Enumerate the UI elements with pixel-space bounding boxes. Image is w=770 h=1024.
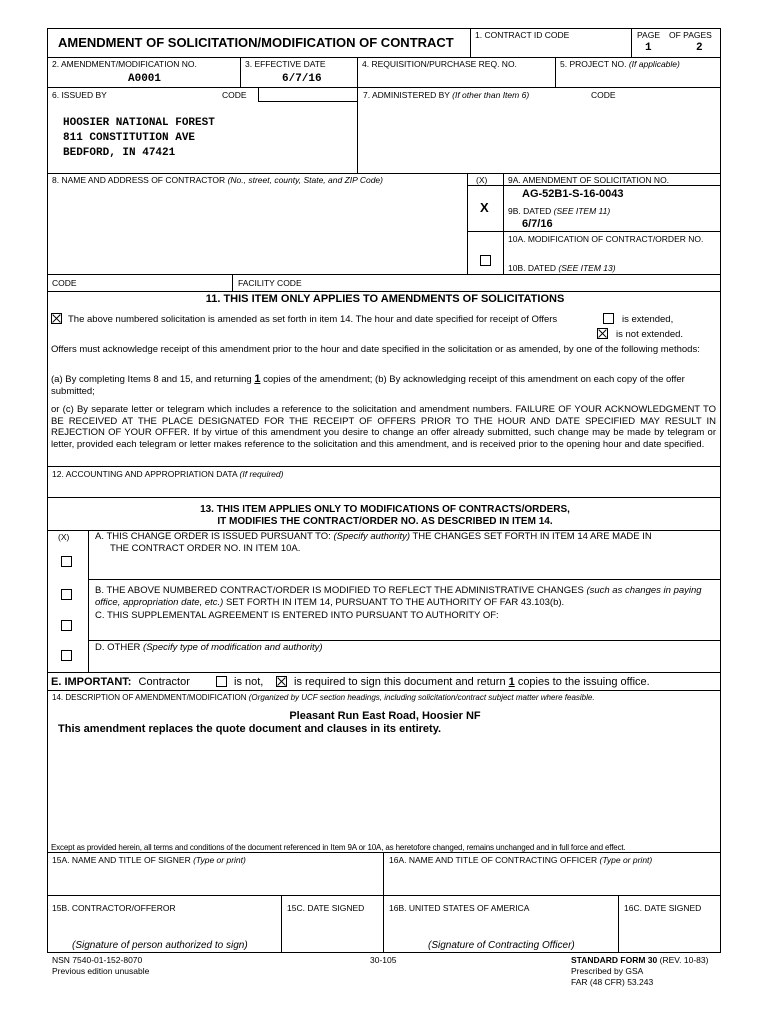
dated-9b-label: 9B. DATED (SEE ITEM 11) [508, 206, 611, 216]
border-right [720, 28, 721, 953]
item13-d-checkbox[interactable] [61, 650, 72, 661]
far-reference: FAR (48 CFR) 53.243 [571, 977, 654, 987]
not-extended-checkbox[interactable] [597, 328, 608, 339]
vline-proj [555, 57, 556, 88]
amendment-no-value[interactable]: A0001 [128, 73, 162, 85]
item13-c-checkbox[interactable] [61, 620, 72, 631]
vline-16a [383, 852, 384, 953]
extended-checkbox[interactable] [603, 313, 614, 324]
effective-date-label: 3. EFFECTIVE DATE [245, 59, 326, 69]
signer-name-label: 15A. NAME AND TITLE OF SIGNER (Type or print) [52, 855, 246, 865]
solicitation-no-value[interactable]: AG-52B1-S-16-0043 [522, 188, 624, 200]
hline-item14 [47, 690, 720, 691]
item11-methods: Offers must acknowledge receipt of this amendment prior to the hour and date specified in the solicitation or as amended, by one of the following methods: [51, 344, 700, 355]
10b-checkbox[interactable] [480, 255, 491, 266]
project-no-label: 5. PROJECT NO. (If applicable) [560, 59, 680, 69]
border-left [47, 28, 48, 953]
sig-officer-label: (Signature of Contracting Officer) [428, 940, 575, 951]
form-number: 30-105 [370, 955, 397, 965]
is-not-label: is not, [234, 676, 264, 688]
contractor-offeror-label: 15B. CONTRACTOR/OFFEROR [52, 903, 176, 913]
vline-15c [281, 895, 282, 953]
pages-value[interactable]: 2 [696, 42, 703, 54]
administered-by-label: 7. ADMINISTERED BY (If other than Item 6) [363, 90, 530, 100]
hline-item11 [47, 291, 720, 292]
previous-edition: Previous edition unusable [52, 966, 150, 976]
dated-10b-label: 10B. DATED (SEE ITEM 13) [508, 263, 616, 273]
united-states-label: 16B. UNITED STATES OF AMERICA [389, 903, 530, 913]
accounting-label: 12. ACCOUNTING AND APPROPRIATION DATA (If required) [52, 469, 284, 479]
modification-10a-label: 10A. MODIFICATION OF CONTRACT/ORDER NO. [508, 234, 704, 244]
item14-line2[interactable]: This amendment replaces the quote document and clauses in its entirety. [58, 723, 442, 735]
hline-13d [88, 640, 720, 641]
hline-row2 [47, 57, 720, 58]
vline-item13-x [88, 530, 89, 672]
issuer-line-1: HOOSIER NATIONAL FOREST [63, 117, 215, 129]
item13-x-label: (X) [58, 532, 70, 542]
item14-line1[interactable]: Pleasant Run East Road, Hoosier NF [289, 710, 481, 722]
hline-15b [47, 895, 720, 896]
not-extended-label: is not extended. [616, 329, 684, 340]
hline-10a [467, 231, 720, 232]
is-required-checkbox[interactable] [276, 676, 287, 687]
important-row [51, 676, 190, 688]
item14-label: 14. DESCRIPTION OF AMENDMENT/MODIFICATION (Organized by UCF section headings, including solicitation/contract subject matter where feasible. [52, 693, 595, 702]
vline-16c [618, 895, 619, 953]
hline-row8 [47, 173, 720, 174]
vline-eff [240, 57, 241, 88]
date-signed-15c-label: 15C. DATE SIGNED [287, 903, 365, 913]
except-text: Except as provided herein, all terms and conditions of the document referenced in Item 9A or 10A, as heretofore changed, remains unchanged and in full force and effect. [51, 843, 626, 852]
item11-line1: The above numbered solicitation is amended as set forth in item 14. The hour and date specified for receipt of Offers [68, 314, 558, 325]
item13-b-checkbox[interactable] [61, 589, 72, 600]
is-not-checkbox[interactable] [216, 676, 227, 687]
issued-by-label: 6. ISSUED BY [52, 90, 107, 100]
effective-date-value[interactable]: 6/7/16 [282, 73, 322, 85]
vline-code-box [258, 87, 259, 102]
item13-option-b: B. THE ABOVE NUMBERED CONTRACT/ORDER IS MODIFIED TO REFLECT THE ADMINISTRATIVE CHANGES (such as changes in paying office, appropriation date, etc.) SET FORTH IN ITEM 14, PURSUANT TO THE AUTHORITY OF FAR 43.103(b). [95, 585, 702, 608]
facility-code-label: FACILITY CODE [238, 278, 302, 288]
vline-9a [503, 173, 504, 274]
officer-name-label: 16A. NAME AND TITLE OF CONTRACTING OFFICER (Type or print) [389, 855, 653, 865]
nsn-number: NSN 7540-01-152-8070 [52, 955, 143, 965]
vline-req [357, 57, 358, 174]
hline-item12 [47, 466, 720, 467]
standard-form-block [571, 955, 708, 988]
issuer-address[interactable] [63, 116, 215, 161]
item13-a-checkbox[interactable] [61, 556, 72, 567]
extended-label: is extended, [622, 314, 674, 325]
issuer-line-2: 811 CONSTITUTION AVE [63, 132, 196, 144]
administered-code-label: CODE [591, 90, 616, 100]
sig-person-label: (Signature of person authorized to sign) [72, 940, 248, 951]
item13-option-d: D. OTHER (Specify type of modification and authority) [95, 642, 323, 653]
item13-option-c: C. THIS SUPPLEMENTAL AGREEMENT IS ENTERED INTO PURSUANT TO AUTHORITY OF: [95, 610, 499, 621]
9b-x-mark[interactable]: X [480, 200, 489, 215]
hline-x-header [467, 185, 720, 186]
standard-form-name: STANDARD FORM 30 [571, 955, 658, 965]
item11-option-a: (a) By completing Items 8 and 15, and returning 1 copies of the amendment; (b) By acknowledging receipt of this amendment on each copy of the offer submitted; [51, 373, 685, 397]
item13-title-line2: IT MODIFIES THE CONTRACT/ORDER NO. AS DESCRIBED IN ITEM 14. [217, 516, 553, 527]
form-title: AMENDMENT OF SOLICITATION/MODIFICATION OF CONTRACT [58, 35, 454, 50]
amendment-solicitation-label: 9A. AMENDMENT OF SOLICITATION NO. [508, 175, 670, 185]
vline-facility [232, 274, 233, 291]
hline-code-row [47, 274, 720, 275]
item11-option-c: or (c) By separate letter or telegram which includes a reference to the solicitation and amendment numbers. FAILURE OF YOUR ACKNOWLEDGMENT TO BE RECEIVED AT THE PLACE DESIGNATED FOR THE RECEIPT OF OFFERS PRIOR TO THE HOUR AND DATE SPECIFIED MAY RESULT IN REJECTION OF YOUR OFFER. If by virtue of this amendment you desire to change an offer already submitted, such change may be made by telegram or letter, provided each telegram or letter makes reference to the solicitation and this amendment, and is received prior to the opening hour and date specified. [51, 404, 716, 450]
item13-option-a: A. THIS CHANGE ORDER IS ISSUED PURSUANT TO: (Specify authority) THE CHANGES SET FORTH IN ITEM 14 ARE MADE IN THE CONTRACT ORDER NO. IN ITEM 10A. [95, 531, 652, 554]
contractor-label: 8. NAME AND ADDRESS OF CONTRACTOR (No., street, county, State, and ZIP Code) [52, 175, 383, 185]
item13-title [0, 504, 770, 528]
is-required-text: is required to sign this document and return 1 copies to the issuing office. [294, 676, 650, 688]
nsn-block [52, 955, 149, 977]
border-top [47, 28, 720, 29]
vline-contract-id [470, 28, 471, 58]
dated-9b-value[interactable]: 6/7/16 [522, 218, 553, 230]
page-value[interactable]: 1 [645, 42, 652, 54]
page-label: PAGE [637, 30, 660, 40]
contract-id-label: 1. CONTRACT ID CODE [475, 30, 570, 40]
amendment-no-label: 2. AMENDMENT/MODIFICATION NO. [52, 59, 197, 69]
hline-row3 [47, 87, 720, 88]
vline-x-col [467, 173, 468, 274]
item11-checkbox[interactable] [51, 313, 62, 324]
hline-item13 [47, 497, 720, 498]
hline-code-box [258, 101, 357, 102]
contractor-word: Contractor [138, 676, 190, 688]
copies-count-e[interactable]: 1 [508, 676, 515, 688]
prescribed-by: Prescribed by GSA [571, 966, 644, 976]
x-column-label: (X) [476, 175, 488, 185]
of-pages-label: OF PAGES [669, 30, 712, 40]
hline-13b [88, 579, 720, 580]
hline-important [47, 672, 720, 673]
item13-title-line1: 13. THIS ITEM APPLIES ONLY TO MODIFICATIONS OF CONTRACTS/ORDERS, [200, 504, 570, 515]
border-bottom [47, 952, 720, 953]
item11-title: 11. THIS ITEM ONLY APPLIES TO AMENDMENTS OF SOLICITATIONS [205, 293, 565, 305]
contractor-code-label: CODE [52, 278, 77, 288]
important-label: E. IMPORTANT: [51, 676, 132, 688]
form-revision: (REV. 10-83) [659, 955, 709, 965]
issuer-line-3: BEDFORD, IN 47421 [63, 147, 176, 159]
requisition-label: 4. REQUISITION/PURCHASE REQ. NO. [362, 59, 517, 69]
vline-page [631, 28, 632, 58]
issued-code-label: CODE [222, 90, 247, 100]
date-signed-16c-label: 16C. DATE SIGNED [624, 903, 702, 913]
copies-count-11[interactable]: 1 [254, 373, 261, 385]
